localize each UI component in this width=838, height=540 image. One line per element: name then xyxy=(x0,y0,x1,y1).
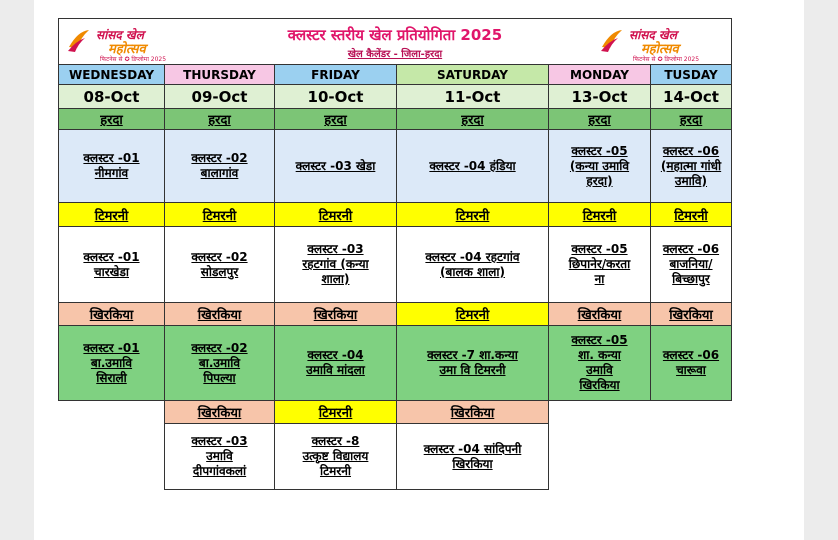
cluster-cell xyxy=(274,129,397,203)
location-label-timarni: टिमरनी xyxy=(650,202,732,227)
cluster-line: शाला) xyxy=(321,272,350,286)
cluster-cell xyxy=(58,129,165,203)
cluster-line: शा. कन्या xyxy=(578,348,621,362)
cluster-line: (कन्या उमावि xyxy=(569,158,630,173)
cluster-cell xyxy=(548,325,651,401)
location-label-timarni: टिमरनी xyxy=(58,202,165,227)
location-label-harda: हरदा xyxy=(58,108,165,130)
cluster-line: (महात्मा गांधी xyxy=(660,158,722,173)
cluster-line: क्लस्टर -01 xyxy=(83,340,140,355)
date-cell: 10-Oct xyxy=(274,84,397,109)
cluster-line: खिरकिया xyxy=(579,378,620,392)
cluster-cell xyxy=(650,325,732,401)
cluster-line: क्लस्टर -06 xyxy=(662,348,720,362)
cluster-line: उमावि xyxy=(586,363,613,377)
cluster-line: क्लस्टर -05 xyxy=(571,242,628,256)
day-header: FRIDAY xyxy=(274,64,397,85)
cluster-line: क्लस्टर -8 xyxy=(311,434,360,448)
day-header: WEDNESDAY xyxy=(58,64,165,85)
cluster-cell xyxy=(164,129,275,203)
cluster-line: टिमरनी xyxy=(319,464,351,478)
cluster-line: चारखेडा xyxy=(94,264,129,279)
location-label-extra: टिमरनी xyxy=(274,400,397,424)
cluster-line: उत्कृष्ट विद्यालय xyxy=(302,449,369,463)
cluster-cell xyxy=(274,325,397,401)
date-cell: 09-Oct xyxy=(164,84,275,109)
cluster-line: सिराली xyxy=(96,370,127,385)
page-title: क्लस्टर स्तरीय खेल प्रतियोगिता 2025 xyxy=(287,26,503,44)
cluster-cell xyxy=(396,226,549,303)
cluster-cell xyxy=(58,325,165,401)
logo-left-line1: सांसद खेल xyxy=(96,28,144,42)
cluster-line: क्लस्टर -04 xyxy=(307,348,364,362)
schedule-sheet xyxy=(58,18,732,490)
cluster-line: रहटगांव (कन्या xyxy=(302,257,369,271)
mahotsav-logo-right xyxy=(597,24,737,62)
location-label-timarni: टिमरनी xyxy=(274,202,397,227)
cluster-line: क्लस्टर -05 xyxy=(571,143,628,158)
location-label-harda: हरदा xyxy=(548,108,651,130)
location-label-khirkiya: खिरकिया xyxy=(164,302,275,326)
day-header: MONDAY xyxy=(548,64,651,85)
torch-icon xyxy=(599,27,625,53)
location-label-timarni: टिमरनी xyxy=(548,202,651,227)
cluster-line: क्लस्टर -03 xyxy=(307,242,364,256)
cluster-line: क्लस्टर -04 रहटगांव xyxy=(425,249,520,264)
cluster-cell xyxy=(396,325,549,401)
day-header: THURSDAY xyxy=(164,64,275,85)
cluster-line: क्लस्टर -06 xyxy=(662,242,720,256)
cluster-cell xyxy=(274,423,397,490)
cluster-cell xyxy=(164,423,275,490)
location-label-timarni: टिमरनी xyxy=(396,202,549,227)
cluster-line: क्लस्टर -7 शा.कन्या xyxy=(427,348,518,362)
cluster-cell xyxy=(650,129,732,203)
cluster-line: दीपगांवकलां xyxy=(192,464,247,478)
cluster-cell xyxy=(164,226,275,303)
cluster-line: बालागांव xyxy=(200,166,239,180)
cluster-line: क्लस्टर -03 xyxy=(191,434,248,448)
cluster-line: क्लस्टर -05 xyxy=(571,333,628,347)
cluster-line: उमावि) xyxy=(674,173,708,188)
cluster-line: बाजनिया/ xyxy=(669,257,713,271)
cluster-line: खिरकिया xyxy=(452,456,493,471)
cluster-line: बिच्छापुर xyxy=(672,272,710,286)
page-subtitle: खेल कैलेंडर - जिला-हरदा xyxy=(347,49,443,60)
logo-left-line2: महोत्सव xyxy=(108,42,146,57)
left-gutter xyxy=(0,0,34,540)
cluster-line: क्लस्टर -04 हंडिया xyxy=(429,158,516,173)
cluster-line: क्लस्टर -02 xyxy=(191,151,248,165)
location-label-extra: खिरकिया xyxy=(164,400,275,424)
cluster-cell xyxy=(58,226,165,303)
logo-left-line3: फिटनेस से ✪ डिप्लोमा 2025 xyxy=(100,56,167,63)
cluster-line: चारूवा xyxy=(676,363,706,377)
cluster-cell xyxy=(274,226,397,303)
cluster-cell xyxy=(548,226,651,303)
location-label-harda: हरदा xyxy=(164,108,275,130)
cluster-line: बा.उमावि xyxy=(198,355,241,370)
logo-right-line1: सांसद खेल xyxy=(629,28,677,42)
location-label-khirkiya: खिरकिया xyxy=(650,302,732,326)
cluster-line: सोडलपुर xyxy=(200,264,239,279)
location-label-khirkiya: खिरकिया xyxy=(274,302,397,326)
location-label-extra: खिरकिया xyxy=(396,400,549,424)
cluster-line: क्लस्टर -04 सांदिपनी xyxy=(423,441,522,456)
day-header: SATURDAY xyxy=(396,64,549,85)
cluster-line: उमा वि टिमरनी xyxy=(439,363,506,377)
cluster-line: ना xyxy=(594,272,605,286)
cluster-cell xyxy=(548,129,651,203)
location-label-harda: हरदा xyxy=(396,108,549,130)
sheet-header xyxy=(58,18,732,65)
cluster-line: क्लस्टर -03 खेडा xyxy=(295,158,376,173)
cluster-line: क्लस्टर -01 xyxy=(83,151,140,165)
logo-right-line3: फिटनेस से ✪ डिप्लोमा 2025 xyxy=(633,56,700,63)
location-label-timarni: टिमरनी xyxy=(164,202,275,227)
cluster-line: पिपल्या xyxy=(203,370,236,385)
location-label-harda: हरदा xyxy=(274,108,397,130)
location-label-khirkiya: खिरकिया xyxy=(548,302,651,326)
cluster-cell xyxy=(650,226,732,303)
cluster-line: बा.उमावि xyxy=(90,355,133,370)
logo-right-line2: महोत्सव xyxy=(641,42,679,57)
location-label-khirkiya: टिमरनी xyxy=(396,302,549,326)
cluster-line: हरदा) xyxy=(586,173,613,188)
cluster-line: क्लस्टर -02 xyxy=(191,249,248,264)
cluster-line: क्लस्टर -01 xyxy=(83,249,140,264)
cluster-line: नीमगांव xyxy=(94,166,129,180)
cluster-line: उमावि मांदला xyxy=(306,363,365,377)
cluster-cell xyxy=(396,129,549,203)
cluster-cell xyxy=(164,325,275,401)
cluster-line: क्लस्टर -02 xyxy=(191,340,248,355)
date-cell: 14-Oct xyxy=(650,84,732,109)
cluster-cell xyxy=(396,423,549,490)
right-gutter xyxy=(804,0,838,540)
location-label-harda: हरदा xyxy=(650,108,732,130)
cluster-line: क्लस्टर -06 xyxy=(662,143,720,158)
location-label-khirkiya: खिरकिया xyxy=(58,302,165,326)
date-cell: 13-Oct xyxy=(548,84,651,109)
date-cell: 08-Oct xyxy=(58,84,165,109)
cluster-line: छिपानेर/करता xyxy=(568,257,631,271)
date-cell: 11-Oct xyxy=(396,84,549,109)
day-header: TUSDAY xyxy=(650,64,732,85)
cluster-line: उमावि xyxy=(206,449,233,463)
cluster-line: (बालक शाला) xyxy=(440,264,505,279)
